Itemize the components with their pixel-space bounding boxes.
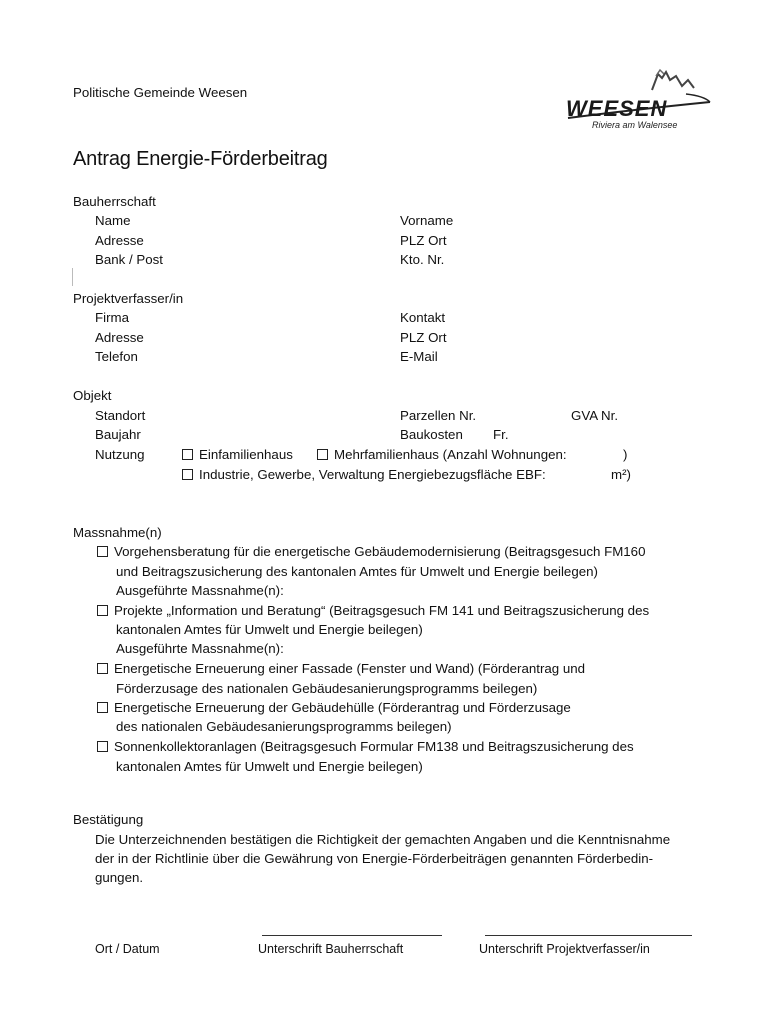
label-email: E-Mail bbox=[400, 349, 438, 364]
label-bank: Bank / Post bbox=[95, 252, 163, 267]
section-heading-bauherrschaft: Bauherrschaft bbox=[73, 194, 156, 209]
signature-line-bauherrschaft[interactable] bbox=[262, 935, 442, 936]
label-firma: Firma bbox=[95, 310, 129, 325]
weesen-logo-graphic bbox=[560, 66, 720, 136]
label-nutzung: Nutzung bbox=[95, 447, 145, 462]
section-heading-bestaetigung: Bestätigung bbox=[73, 812, 144, 827]
margin-mark bbox=[72, 268, 73, 286]
label-ort-datum: Ort / Datum bbox=[95, 942, 160, 956]
label-standort: Standort bbox=[95, 408, 146, 423]
massnahme-1-line-3: Ausgeführte Massnahme(n): bbox=[116, 583, 284, 598]
massnahme-5-line-1: Sonnenkollektoranlagen (Beitragsgesuch Formular FM138 und Beitragszusicherung des bbox=[114, 739, 634, 754]
massnahme-1-line-1: Vorgehensberatung für die energetische Gebäudemodernisierung (Beitragsgesuch FM160 bbox=[114, 544, 646, 559]
section-heading-projektverfasser: Projektverfasser/in bbox=[73, 291, 184, 306]
logo-tagline: Riviera am Walensee bbox=[592, 120, 678, 130]
section-heading-objekt: Objekt bbox=[73, 388, 112, 403]
checkbox-fassade[interactable] bbox=[97, 663, 108, 674]
label-industrie: Industrie, Gewerbe, Verwaltung Energiebezugsfläche EBF: bbox=[199, 467, 546, 482]
massnahme-2-line-1: Projekte „Information und Beratung“ (Beitragsgesuch FM 141 und Beitragszusicherung des bbox=[114, 603, 650, 618]
label-kto: Kto. Nr. bbox=[400, 252, 445, 267]
label-unterschrift-bauherrschaft: Unterschrift Bauherrschaft bbox=[258, 942, 404, 956]
label-mehrfamilienhaus: Mehrfamilienhaus (Anzahl Wohnungen: bbox=[334, 447, 567, 462]
label-m2: m²) bbox=[611, 467, 631, 482]
label-pv-plz-ort: PLZ Ort bbox=[400, 330, 447, 345]
label-parzellen: Parzellen Nr. bbox=[400, 408, 477, 423]
section-heading-massnahmen: Massnahme(n) bbox=[73, 525, 162, 540]
label-gva: GVA Nr. bbox=[571, 408, 619, 423]
label-unterschrift-projektverfasser: Unterschrift Projektverfasser/in bbox=[479, 942, 650, 956]
page-title: Antrag Energie-Förderbeitrag bbox=[73, 148, 328, 170]
checkbox-einfamilienhaus[interactable] bbox=[182, 449, 193, 460]
bestaetigung-line-3: gungen. bbox=[95, 870, 144, 885]
massnahme-2-line-2: kantonalen Amtes für Umwelt und Energie beilegen) bbox=[116, 622, 423, 637]
massnahme-4-line-2: des nationalen Gebäudesanierungsprogramms beilegen) bbox=[116, 719, 452, 734]
label-baukosten: Baukosten bbox=[400, 427, 463, 442]
signature-line-projektverfasser[interactable] bbox=[485, 935, 692, 936]
massnahme-4-line-1: Energetische Erneuerung der Gebäudehülle (Förderantrag und Förderzusage bbox=[114, 700, 571, 715]
bestaetigung-line-2: der in der Richtlinie über die Gewährung von Energie-Förderbeiträgen genannten Förderbedin- bbox=[95, 851, 654, 866]
checkbox-information-beratung[interactable] bbox=[97, 605, 108, 616]
weesen-logo bbox=[560, 66, 720, 136]
municipality-name: Politische Gemeinde Weesen bbox=[73, 85, 248, 100]
label-mfh-close: ) bbox=[623, 447, 628, 462]
checkbox-vorgehensberatung[interactable] bbox=[97, 546, 108, 557]
logo-wordmark: WEESEN bbox=[566, 96, 668, 121]
label-plz-ort: PLZ Ort bbox=[400, 233, 447, 248]
label-name: Name bbox=[95, 213, 131, 228]
massnahme-2-line-3: Ausgeführte Massnahme(n): bbox=[116, 641, 284, 656]
label-baujahr: Baujahr bbox=[95, 427, 141, 442]
checkbox-gebaeudehuelle[interactable] bbox=[97, 702, 108, 713]
label-einfamilienhaus: Einfamilienhaus bbox=[199, 447, 293, 462]
label-adresse: Adresse bbox=[95, 233, 144, 248]
label-pv-adresse: Adresse bbox=[95, 330, 144, 345]
label-vorname: Vorname bbox=[400, 213, 454, 228]
bestaetigung-line-1: Die Unterzeichnenden bestätigen die Richtigkeit der gemachten Angaben und die Kenntnisnahme bbox=[95, 832, 671, 847]
label-telefon: Telefon bbox=[95, 349, 138, 364]
massnahme-5-line-2: kantonalen Amtes für Umwelt und Energie beilegen) bbox=[116, 759, 423, 774]
label-fr: Fr. bbox=[493, 427, 509, 442]
massnahme-1-line-2: und Beitragszusicherung des kantonalen Amtes für Umwelt und Energie beilegen) bbox=[116, 564, 598, 579]
checkbox-sonnenkollektoren[interactable] bbox=[97, 741, 108, 752]
massnahme-3-line-2: Förderzusage des nationalen Gebäudesanierungsprogramms beilegen) bbox=[116, 681, 538, 696]
checkbox-mehrfamilienhaus[interactable] bbox=[317, 449, 328, 460]
checkbox-industrie[interactable] bbox=[182, 469, 193, 480]
massnahme-3-line-1: Energetische Erneuerung einer Fassade (Fenster und Wand) (Förderantrag und bbox=[114, 661, 586, 676]
label-kontakt: Kontakt bbox=[400, 310, 446, 325]
